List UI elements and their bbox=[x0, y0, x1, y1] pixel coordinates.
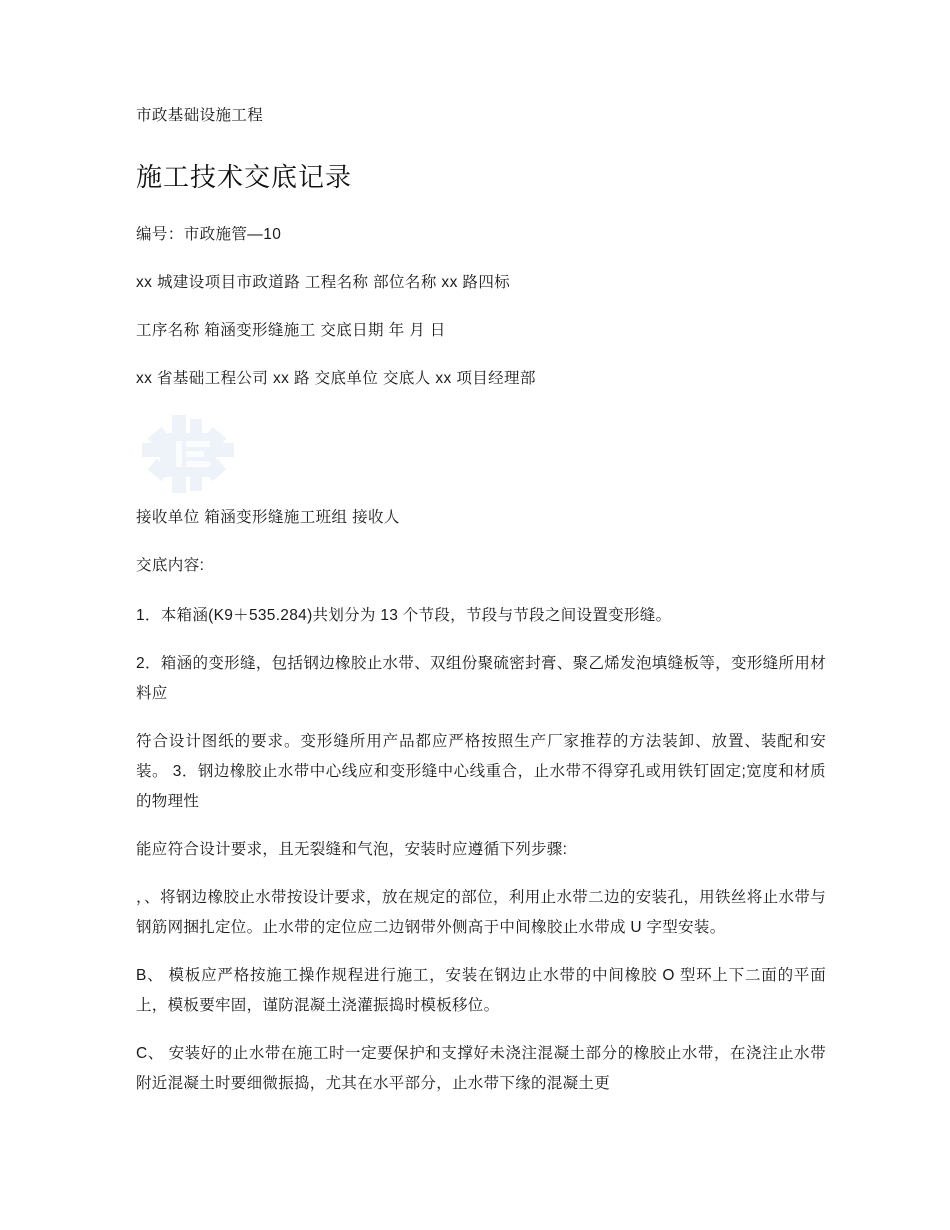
paragraph-item-5: ，、将钢边橡胶止水带按设计要求，放在规定的部位，利用止水带二边的安装孔，用铁丝将止水带与钢筋网捆扎定位。止水带的定位应二边钢带外侧高于中间橡胶止水带成 U 字型安装。 bbox=[136, 889, 826, 936]
page-title: 施工技术交底记录 bbox=[136, 162, 353, 192]
document-content bbox=[136, 104, 836, 1117]
gear-snowflake-watermark-icon bbox=[142, 415, 234, 493]
content-label: 交底内容: bbox=[136, 557, 205, 574]
document-number: 编号：市政施管—10 bbox=[136, 226, 282, 243]
watermark-area bbox=[136, 413, 836, 505]
meta-project-line: xx 城建设项目市政道路 工程名称 部位名称 xx 路四标 bbox=[136, 274, 511, 291]
paragraph-item-7: C、 安装好的止水带在施工时一定要保护和支撑好未浇注混凝土部分的橡胶止水带，在浇注止水带附近混凝土时要细微振捣，尤其在水平部分，止水带下缘的混凝土更 bbox=[136, 1045, 826, 1092]
meta-receiver-line: 接收单位 箱涵变形缝施工班组 接收人 bbox=[136, 509, 400, 526]
paragraph-item-4: 能应符合设计要求，且无裂缝和气泡，安装时应遵循下列步骤: bbox=[136, 841, 568, 858]
paragraph-item-6: B、 模板应严格按施工操作规程进行施工，安装在钢边止水带的中间橡胶 O 型环上下二面的平面上，模板要牢固，谨防混凝土浇灌振捣时模板移位。 bbox=[136, 967, 826, 1014]
meta-issuer-line: xx 省基础工程公司 xx 路 交底单位 交底人 xx 项目经理部 bbox=[136, 370, 536, 387]
document-category: 市政基础设施工程 bbox=[136, 107, 264, 124]
paragraph-item-3: 符合设计图纸的要求。变形缝所用产品都应严格按照生产厂家推荐的方法装卸、放置、装配和安装。 3．钢边橡胶止水带中心线应和变形缝中心线重合，止水带不得穿孔或用铁钉固定;宽度和材质的物理性 bbox=[136, 733, 826, 810]
paragraph-item-1: 1．本箱涵(K9＋535.284)共划分为 13 个节段，节段与节段之间设置变形缝。 bbox=[136, 607, 672, 624]
meta-process-line: 工序名称 箱涵变形缝施工 交底日期 年 月 日 bbox=[136, 322, 446, 339]
paragraph-item-2: 2．箱涵的变形缝，包括钢边橡胶止水带、双组份聚硫密封膏、聚乙烯发泡填缝板等，变形缝所用材料应 bbox=[136, 655, 826, 702]
